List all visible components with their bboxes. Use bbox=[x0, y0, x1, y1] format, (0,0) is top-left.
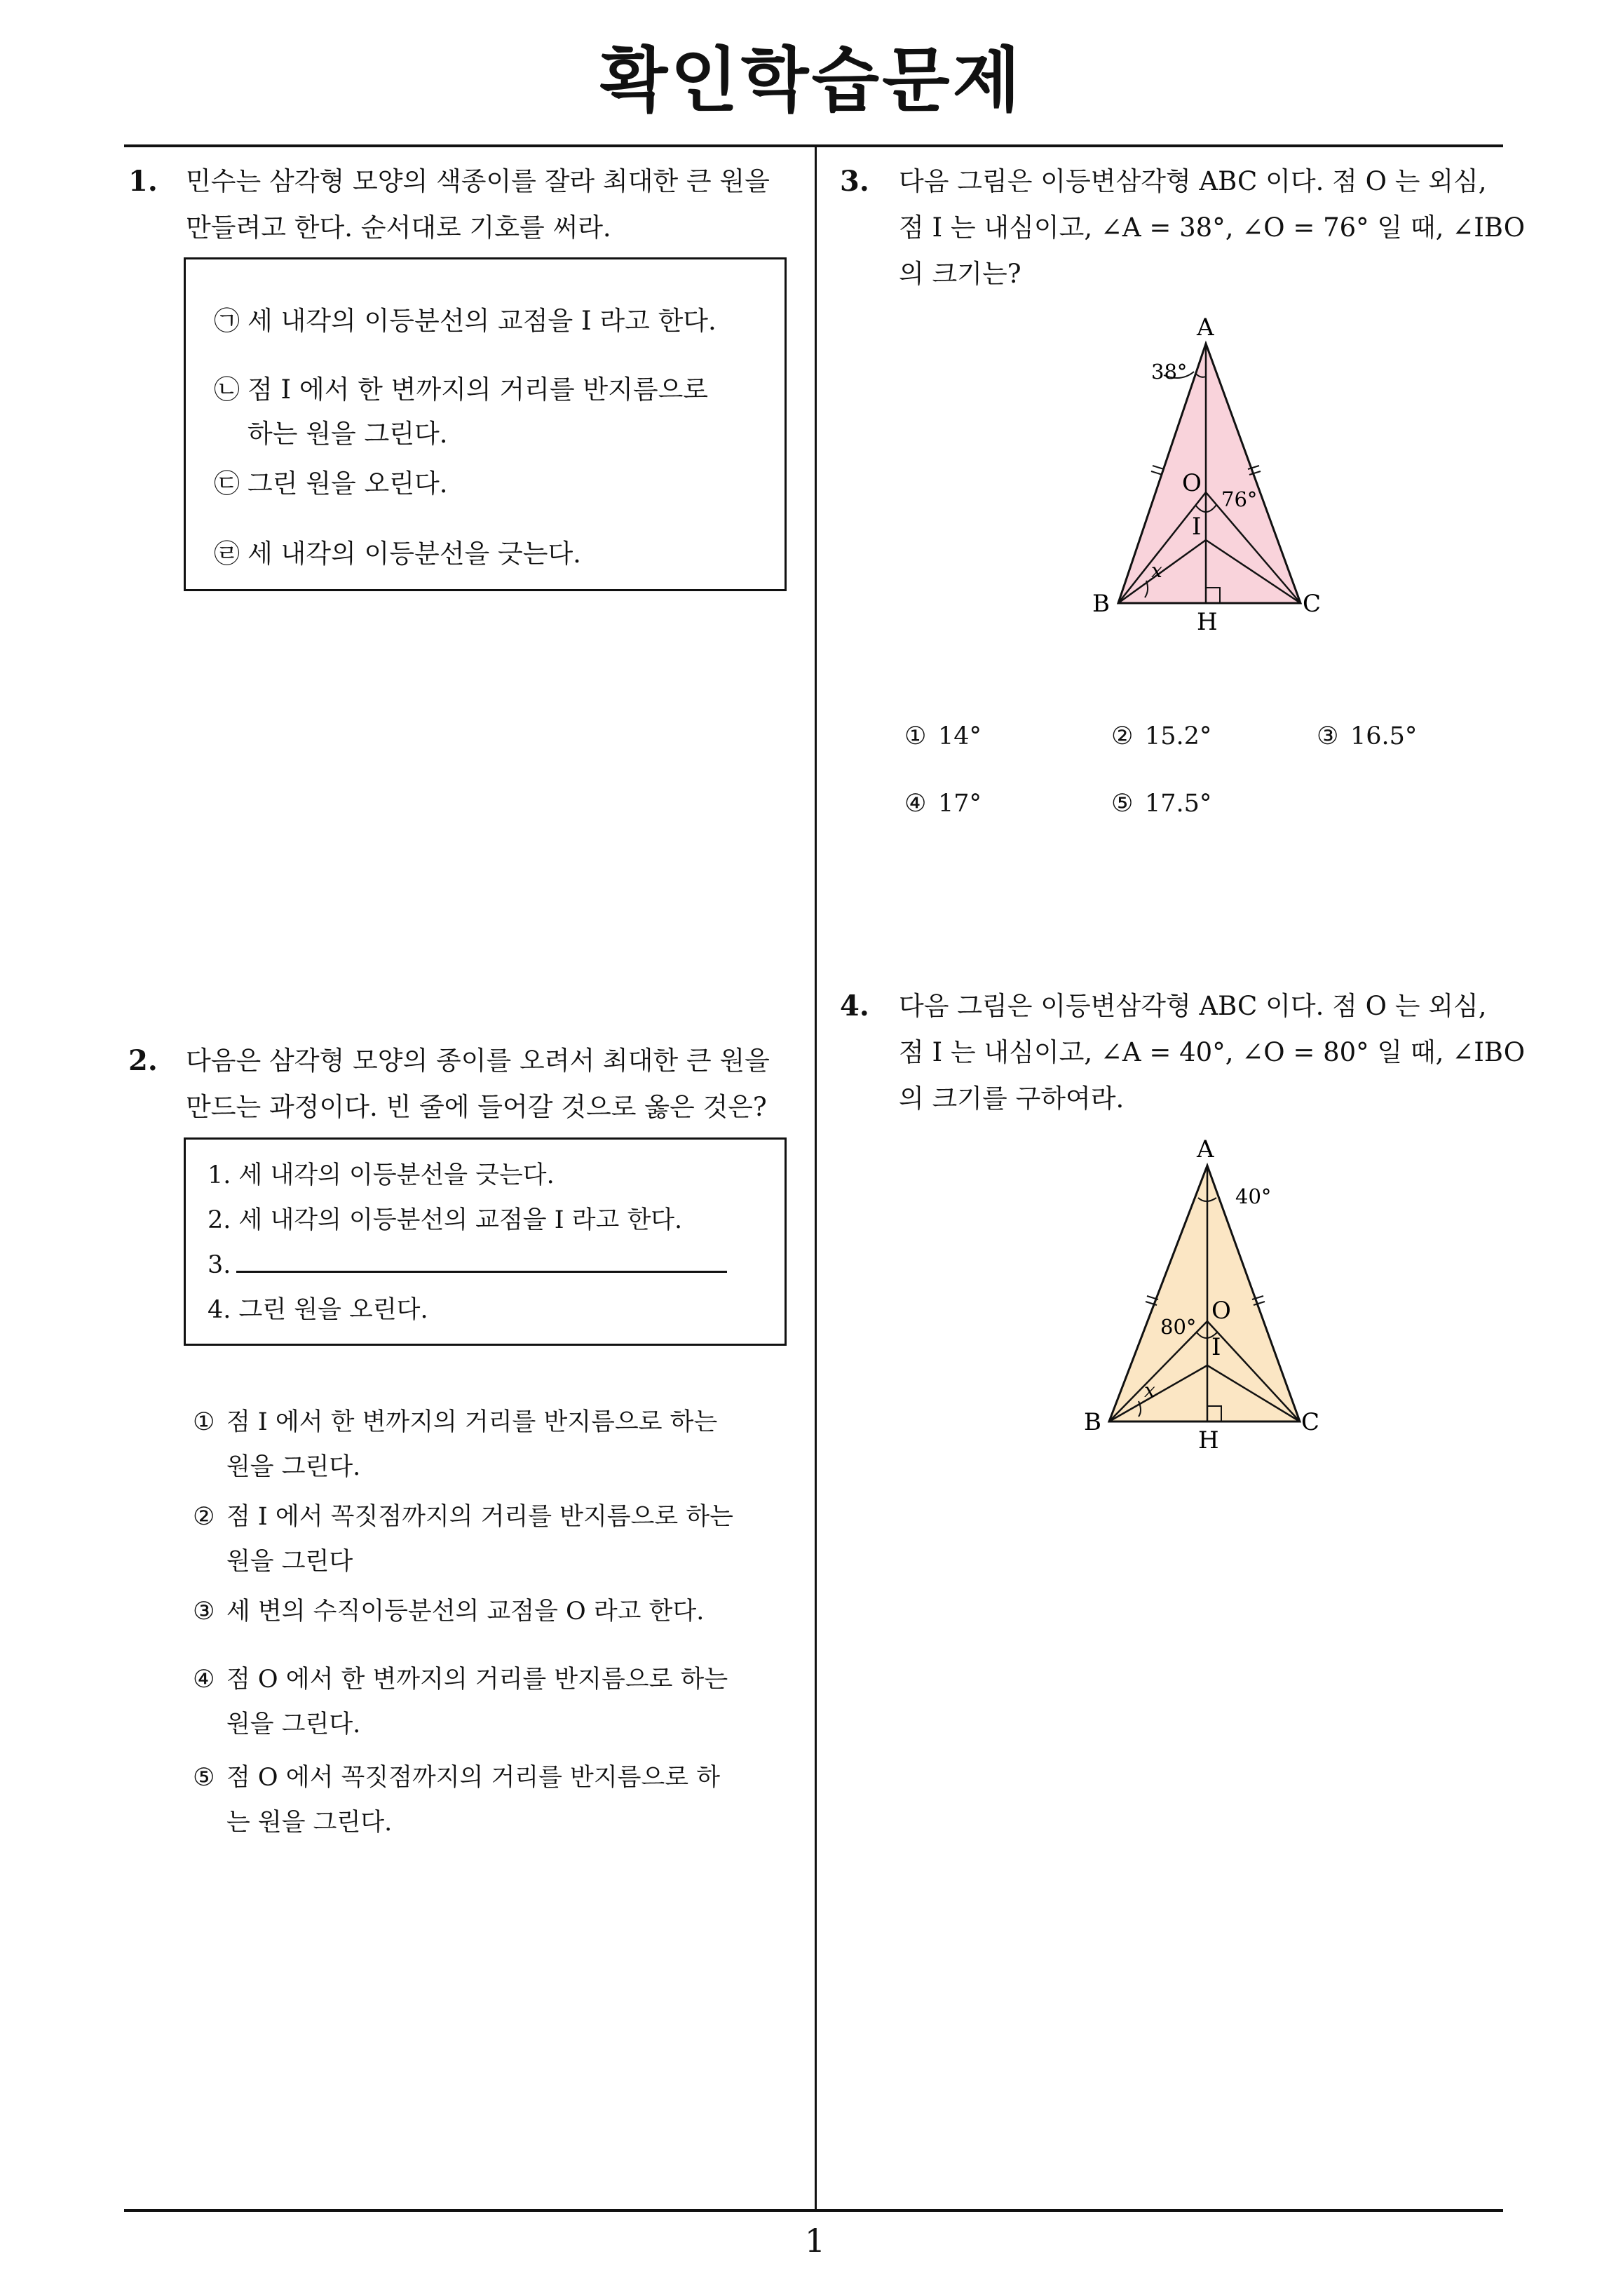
column-divider bbox=[815, 146, 817, 2210]
choice-mark: ⑤ bbox=[1111, 790, 1134, 818]
question-text-line: 점 I 는 내심이고, ∠A = 40°, ∠O = 80° 일 때, ∠IBO bbox=[899, 1037, 1526, 1067]
question-text-line: 의 크기를 구하여라. bbox=[899, 1083, 1125, 1114]
vertex-label-a: A bbox=[1197, 1135, 1214, 1163]
point-label-h: H bbox=[1197, 608, 1218, 636]
choice-text: 원을 그린다. bbox=[226, 1453, 361, 1481]
question-text-line: 다음 그림은 이등변삼각형 ABC 이다. 점 O 는 외심, bbox=[899, 991, 1487, 1021]
step-item bbox=[214, 303, 717, 339]
step-text: 세 내각의 이등분선을 긋는다. bbox=[247, 539, 581, 569]
choice-value: 16.5° bbox=[1350, 722, 1418, 750]
choice-1[interactable] bbox=[193, 1404, 717, 1440]
choice-mark: ③ bbox=[193, 1598, 215, 1626]
step-item bbox=[214, 372, 708, 408]
page-number: 1 bbox=[804, 2222, 826, 2260]
angle-label-o: 76° bbox=[1221, 487, 1258, 511]
choice-mark: ④ bbox=[904, 790, 927, 818]
choice-text: 점 I 에서 한 변까지의 거리를 반지름으로 하는 bbox=[226, 1408, 718, 1436]
question-number: 3. bbox=[840, 165, 869, 198]
choice-3[interactable] bbox=[193, 1593, 704, 1630]
choice-2[interactable] bbox=[1111, 718, 1211, 755]
angle-label-a: 38° bbox=[1151, 360, 1188, 384]
choice-value: 15.2° bbox=[1145, 722, 1212, 750]
choice-mark: ② bbox=[193, 1503, 215, 1531]
step-mark: ㉣ bbox=[214, 539, 240, 569]
choice-mark: ② bbox=[1111, 722, 1134, 750]
step-mark: ㉠ bbox=[214, 306, 240, 336]
point-label-i: I bbox=[1211, 1333, 1221, 1361]
point-label-i: I bbox=[1192, 513, 1202, 541]
vertex-label-b: B bbox=[1084, 1408, 1101, 1436]
choice-value: 17.5° bbox=[1145, 790, 1212, 818]
choice-mark: ④ bbox=[193, 1666, 215, 1694]
question-text-line: 의 크기는? bbox=[899, 259, 1021, 289]
question-text-line: 다음 그림은 이등변삼각형 ABC 이다. 점 O 는 외심, bbox=[899, 166, 1487, 196]
choice-text: 세 변의 수직이등분선의 교점을 O 라고 한다. bbox=[226, 1598, 705, 1626]
question-number: 4. bbox=[840, 990, 869, 1022]
choice-1[interactable] bbox=[904, 718, 982, 755]
choice-text: 점 I 에서 꼭짓점까지의 거리를 반지름으로 하는 bbox=[226, 1503, 733, 1531]
choice-mark: ① bbox=[193, 1408, 215, 1436]
choice-value: 17° bbox=[938, 790, 982, 818]
vertex-label-c: C bbox=[1303, 590, 1322, 618]
choice-value: 14° bbox=[938, 722, 982, 750]
triangle-figure-q3 bbox=[1080, 309, 1339, 638]
choice-4[interactable] bbox=[904, 785, 982, 822]
choice-5[interactable] bbox=[1111, 785, 1211, 822]
question-text-line: 점 I 는 내심이고, ∠A = 38°, ∠O = 76° 일 때, ∠IBO bbox=[899, 212, 1526, 243]
point-label-o: O bbox=[1211, 1297, 1231, 1325]
step-text: 4. 그린 원을 오린다. bbox=[208, 1296, 428, 1324]
unknown-angle-label: x bbox=[1144, 1379, 1155, 1402]
choice-2[interactable] bbox=[193, 1499, 733, 1535]
choice-mark: ⑤ bbox=[193, 1764, 215, 1792]
vertex-label-b: B bbox=[1092, 590, 1110, 618]
choice-text: 점 O 에서 꼭짓점까지의 거리를 반지름으로 하 bbox=[226, 1764, 721, 1792]
page-title: 확인학습문제 bbox=[599, 39, 1024, 121]
step-item bbox=[208, 1247, 727, 1283]
step-text: 하는 원을 그린다. bbox=[247, 419, 448, 449]
choice-text: 원을 그린다 bbox=[226, 1548, 353, 1576]
choice-4[interactable] bbox=[193, 1661, 728, 1698]
step-text: 1. 세 내각의 이등분선을 긋는다. bbox=[208, 1161, 555, 1189]
step-mark: ㉢ bbox=[214, 468, 240, 499]
choice-mark: ① bbox=[904, 722, 927, 750]
choice-text: 는 원을 그린다. bbox=[226, 1809, 393, 1837]
question-text-line: 다음은 삼각형 모양의 종이를 오려서 최대한 큰 원을 bbox=[186, 1046, 770, 1076]
choice-mark: ③ bbox=[1317, 722, 1339, 750]
question-text-line: 민수는 삼각형 모양의 색종이를 잘라 최대한 큰 원을 bbox=[186, 166, 770, 196]
vertex-label-c: C bbox=[1301, 1408, 1320, 1436]
point-label-o: O bbox=[1182, 469, 1202, 497]
answer-blank bbox=[236, 1247, 727, 1273]
step-mark: ㉡ bbox=[214, 374, 240, 405]
choice-text: 원을 그린다. bbox=[226, 1710, 361, 1738]
question-number: 2. bbox=[128, 1044, 158, 1077]
choice-text: 점 O 에서 한 변까지의 거리를 반지름으로 하는 bbox=[226, 1666, 728, 1694]
step-item bbox=[214, 466, 447, 502]
step-item bbox=[214, 536, 581, 572]
angle-label-o: 80° bbox=[1160, 1315, 1197, 1339]
choice-5[interactable] bbox=[193, 1760, 720, 1796]
vertex-label-a: A bbox=[1197, 313, 1214, 342]
top-rule bbox=[124, 144, 1503, 147]
question-text-line: 만들려고 한다. 순서대로 기호를 써라. bbox=[186, 212, 611, 243]
triangle-figure-q4 bbox=[1080, 1130, 1339, 1460]
step-text: 점 I 에서 한 변까지의 거리를 반지름으로 bbox=[247, 374, 709, 405]
step-text: 그린 원을 오린다. bbox=[247, 468, 448, 499]
step-text: 2. 세 내각의 이등분선의 교점을 I 라고 한다. bbox=[208, 1206, 683, 1234]
bottom-rule bbox=[124, 2209, 1503, 2212]
angle-label-a: 40° bbox=[1235, 1184, 1272, 1208]
point-label-h: H bbox=[1198, 1426, 1219, 1454]
choice-3[interactable] bbox=[1317, 718, 1417, 755]
step-text: 3. bbox=[208, 1251, 231, 1279]
question-number: 1. bbox=[128, 165, 158, 198]
triangle-abc bbox=[1118, 344, 1301, 603]
unknown-angle-label: x bbox=[1151, 559, 1162, 582]
question-text-line: 만드는 과정이다. 빈 줄에 들어갈 것으로 옳은 것은? bbox=[186, 1092, 767, 1122]
step-text: 세 내각의 이등분선의 교점을 I 라고 한다. bbox=[247, 306, 717, 336]
